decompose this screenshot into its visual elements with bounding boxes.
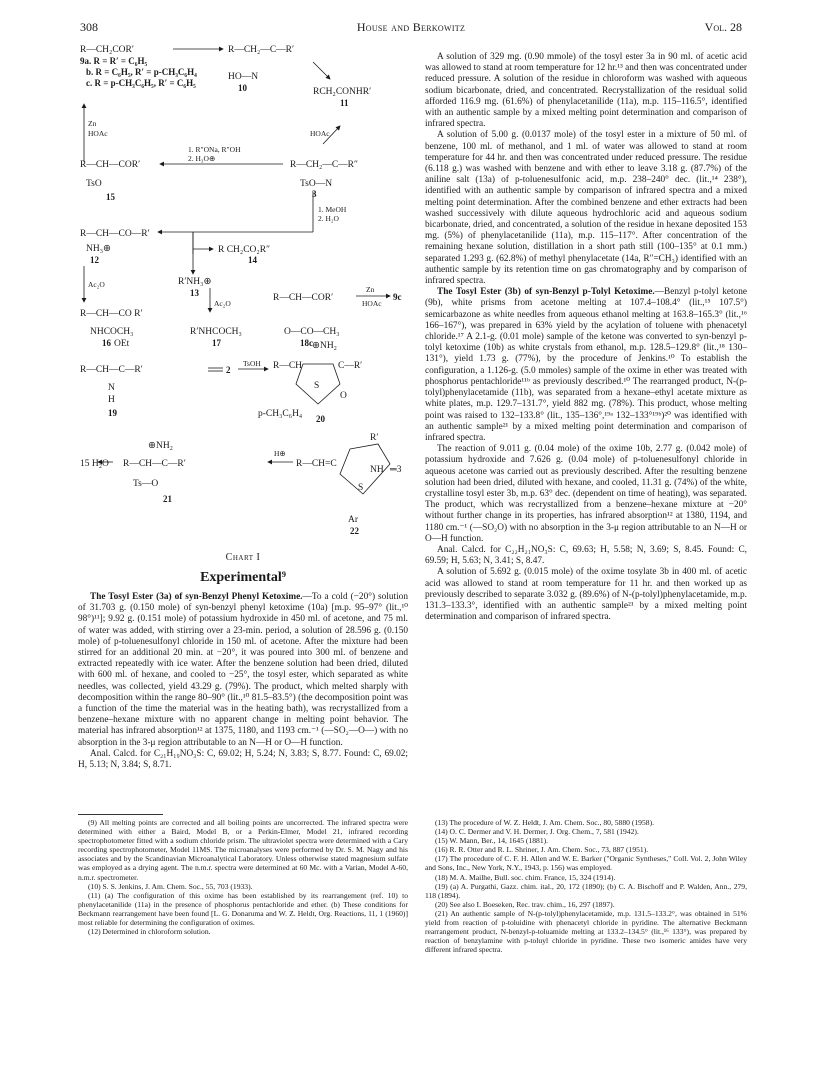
scheme-22-nh: NH: [370, 465, 384, 475]
scheme-18: R—CH—COR′: [273, 293, 334, 303]
scheme-19-n: N: [108, 383, 115, 393]
scheme-meoh1: 1. MeOH: [318, 205, 347, 214]
scheme-9c-out: 9c: [393, 292, 402, 302]
scheme-15: R—CH—COR′: [80, 160, 141, 170]
scheme-21-ts: Ts—O: [133, 479, 159, 489]
running-head: [80, 20, 742, 36]
paragraph-text: Anal. Calcd. for C₂₂H₂₁NO₃S: C, 69.63; H, 5.58; N, 3.69; S, 8.45. Found: C, 69.59; H, 5.63; N, 3.41; S, 8.47.: [425, 544, 747, 567]
paragraph: [425, 287, 747, 444]
scheme-12-nh3: NH₃⊕: [86, 244, 111, 254]
paragraph: [425, 444, 747, 545]
scheme-ac2o: Ac₂O: [88, 280, 105, 289]
scheme-16-num: 16: [102, 338, 111, 348]
scheme-14: R CH₂CO₂R″: [218, 245, 271, 255]
scheme-12: R—CH—CO—R′: [80, 229, 150, 239]
scheme-reagent2: 2. H₃O⊕: [188, 154, 216, 163]
footnote: (18) M. A. Mailhe, Bull. soc. chim. France, 15, 324 (1914).: [435, 872, 616, 882]
scheme-13-num: 13: [190, 288, 199, 298]
paragraph-text: A solution of 329 mg. (0.90 mmole) of the tosyl ester 3a in 90 ml. of acetic acid was allowed to stand at room temperature for 12 hr.¹³ and then was concentrated under reduced pressure. A solution of the residue in chloroform was washed with aqueous sodium bicarbonate, dried, and concentrated. Recrystallization of the residual solid afforded 116.9 mg. (61.6%) of phenylacetanilide (11a), m.p. 115–116.5°, identified with an authentic sample by a mixed melting point determination and comparison of infrared spectra.: [425, 52, 747, 130]
scheme-hplus: H⊕: [274, 449, 286, 458]
scheme-22-num: 22: [350, 526, 359, 536]
scheme-3-num: 3: [312, 189, 317, 199]
scheme-20-b: C—R′: [338, 361, 363, 371]
scheme-hoac2: HOAc: [310, 129, 330, 138]
footnote: (11) (a) The configuration of this oxime has been established by its rearrangement (ref. 10) to phenylacetanilide (11a) in the presence of phosphorus pentachloride and ether. (b) These conditions for Beckmann rearrangement have been found [L. G. Donaruma and W. Z. Heldt, Org. Reactions, 11, 1 (1960)] most reliable for determining the configuration of oximes.: [78, 890, 408, 928]
footnote: (20) See also I. Boeseken, Rec. trav. chim., 16, 297 (1897).: [435, 899, 615, 909]
scheme-zn: Zn: [88, 119, 97, 128]
footnote: (10) S. S. Jenkins, J. Am. Chem. Soc., 55, 703 (1933).: [88, 881, 253, 891]
footnotes-right: [425, 818, 747, 954]
scheme-22-ar: Ar: [348, 515, 359, 525]
paragraph: [425, 52, 747, 130]
scheme-17: R′NHCOCH₃: [190, 327, 242, 337]
volume-label: Vol. 28: [704, 20, 742, 34]
scheme-20-o: O: [340, 391, 347, 401]
run-in-heading: The Tosyl Ester (3b) of syn-Benzyl p-Tolyl Ketoxime.: [437, 287, 655, 298]
footnote-rule: [78, 814, 163, 815]
arrow-10-11: [313, 62, 330, 79]
reaction-scheme-svg: [78, 44, 408, 554]
paragraph: [425, 567, 747, 623]
scheme-15-tso: TsO: [86, 179, 102, 189]
scheme-11: RCH₂CONHR′: [313, 87, 372, 97]
scheme-2: 2: [226, 365, 231, 375]
scheme-9a: 9a. R = R′ = C₆H₅: [80, 56, 148, 66]
scheme-10-num: 10: [238, 83, 247, 93]
scheme-zn2: Zn: [366, 285, 375, 294]
scheme-3: R—CH₂—C—R″: [290, 160, 358, 170]
paragraph: [425, 130, 747, 287]
section-heading: Experimental⁹: [200, 570, 286, 585]
scheme-22-eq: ═3: [390, 465, 402, 475]
paragraph-text: —To a cold (−20°) solution of 31.703 g. (0.150 mole) of syn-benzyl phenyl ketoxime (10a) [m.p. 95–97° (lit.,¹⁰ 98°)¹¹]; 9.92 g. (0.151 mole) of potassium hydroxide in 450 ml. of acetone, and 75 ml. of water was added, with stirring over a 23-min. period, a solution of 28.596 g. (0.150 mole) of p-toluenesulfonyl chloride in 150 ml. of acetone. After the mixture had been stirred for an additional 20 min. at −20°, it was poured into 300 ml. of benzene and extracted repeatedly with ice water. After the benzene solution had been dried, diluted with 600 ml. of hexane, and cooled to −25°, the tosyl ester, which separated as white needles, was collected, yield 43.29 g. (79%). The product, which melted sharply with decomposition within the range 80–90° (lit.,¹⁰ 81.5–83.5°) (the decomposition point was a function of the time the material was in the heating bath), was recrystallized from a benzene–hexane mixture with no apparent change in melting point behavior. The material has infrared absorption¹² at 1375, 1180, and 1193 cm.⁻¹ (—SO₂—O—) with no absorption in the 3-μ region attributable to an N—H or O—H function.: [78, 592, 408, 748]
scheme-19-num: 19: [108, 408, 117, 418]
footnote: (15) W. Mann, Ber., 14, 1645 (1881).: [435, 836, 549, 846]
scheme-14-num: 14: [248, 255, 257, 265]
right-column: [425, 52, 747, 623]
footnote: (14) O. C. Dermer and V. H. Dermer, J. Org. Chem., 7, 581 (1942).: [435, 827, 639, 837]
scheme-9: R—CH₂COR′: [80, 45, 134, 55]
footnote: (16) R. R. Otter and R. L. Shriner, J. Am. Chem. Soc., 73, 887 (1951).: [435, 845, 649, 855]
scheme-19: R—CH—C—R′: [80, 365, 143, 375]
reaction-scheme: [78, 44, 408, 554]
scheme-22-r: R′: [370, 433, 379, 443]
scheme-10-oxime: HO—N: [228, 72, 259, 82]
footnote: (21) An authentic sample of N-(p-tolyl)phenylacetamide, m.p. 131.5–133.2°, was obtained in 51% yield from reaction of p-toluidine with phenacetyl chloride in pyridine. The alternative Beckmann rearrangement product, N-benzyl-p-toluamide melting at 133.2–134.5° (lit.,¹⁶ 133°), was prepared by reaction of benzylamine with p-toluyl chloride in pyridine. These two isomeric amides have very different infrared spectra.: [425, 908, 747, 955]
paragraph: [78, 592, 408, 749]
scheme-9c: c. R = p-CH₃C₆H₅, R′ = C₆H₅: [86, 78, 196, 88]
scheme-15-num: 15: [106, 192, 115, 202]
scheme-18-oac: O—CO—CH₃: [284, 327, 340, 337]
scheme-20-s: S: [314, 381, 320, 391]
scheme-16: R—CH—CO R′: [80, 309, 143, 319]
paragraph-text: The reaction of 9.011 g. (0.04 mole) of the oxime 10b, 2.77 g. (0.042 mole) of potassium hydroxide and 7.626 g. (0.04 mole) of p-toluenesulfonyl chloride in aqueous acetone was carried out as previously described. After the resulting benzene solution had been dried, diluted with hexane, and cooled, 11.31 g. (74%) of the white, crystalline tosyl ester 3b, m.p. 63° dec. (dependent on time of heating), was separated. The product, which was recrystallized from a benzene–hexane mixture at −20° without further change in its properties, has infrared absorption¹² at 1380, 1194, and 1180 cm.⁻¹ (—SO₂O) with no absorption in the 3-μ region attributable to an N—H or O—H function.: [425, 444, 747, 544]
page-number: 308: [80, 20, 98, 34]
scheme-9b: b. R = C₆H₅, R′ = p-CH₃C₆H₄: [86, 67, 197, 77]
scheme-20-ar: p-CH₃C₆H₄: [258, 409, 303, 419]
paragraph-text: A solution of 5.692 g. (0.015 mole) of the oxime tosylate 3b in 400 ml. of acetic acid was allowed to stand at room temperature for 11 hr. and then worked up as previously described to separate 3.032 g. (89.6%) of N-(p-tolyl)phenylacetamide, m.p. 131.3–133.3°, identified with an authentic sample²¹ by a mixed melting point determination and comparison of infrared spectra.: [425, 567, 747, 623]
footnote: (12) Determined in chloroform solution.: [88, 927, 211, 937]
scheme-21-h2o: 15 H₂O: [80, 459, 109, 469]
scheme-3-tso: TsO—N: [300, 179, 333, 189]
scheme-11-num: 11: [340, 98, 349, 108]
scheme-16-nhac: NHCOCH₃: [90, 327, 134, 337]
scheme-20-a: R—CH: [273, 361, 303, 371]
scheme-caption: Chart I: [225, 552, 261, 563]
paragraph-text: A solution of 5.00 g. (0.0137 mole) of the tosyl ester in a mixture of 50 ml. of benzene, 100 ml. of methanol, and 1 ml. of water was allowed to stand at room temperature for 44 hr. and then was concentrated under reduced pressure. The residue (6.118 g.) was washed with benzene and with ether to leave 3.18 g. (87.7%) of the aniline salt (13a) of p-toluenesulfonic acid, m.p. 238–240° dec. (lit.,¹⁴ 238°), identified with an authentic sample by comparison of infrared spectra and a mixed melting point determination. After the combined benzene and ether extracts had been washed successively with dilute aqueous hydrochloric acid and aqueous sodium bicarbonate, dried, and concentrated, a solution of the residue in hexane deposited 153 mg. (5%) of phenylacetanilide (11a), m.p. 115–117°. After concentration of the remaining hexane solution, distillation in a short path still (100–135° at 0.1 mm.) separated 1.293 g. (62.8%) of methyl phenylacetate (14a, R″=CH₃) identified with an authentic sample by its retention time on gas chromatography and by comparison of infrared spectra.: [425, 130, 747, 287]
scheme-tsoh: TsOH: [243, 359, 261, 368]
scheme-17-num: 17: [212, 338, 221, 348]
run-in-heading: The Tosyl Ester (3a) of syn-Benzyl Phenyl Ketoxime.: [90, 592, 303, 602]
footnote: (19) (a) A. Purgathi, Gazz. chim. ital., 20, 172 (1890); (b) C. A. Bischoff and P. Walden, Ann., 279, 118 (1894).: [425, 881, 747, 900]
scheme-20-nh2: ⊕NH₂: [312, 341, 337, 351]
scheme-13: R′NH₃⊕: [178, 277, 212, 287]
left-column: [78, 592, 408, 771]
scheme-10: R—CH₂—C—R′: [228, 45, 295, 55]
footnote: (9) All melting points are corrected and all boiling points are uncorrected. The infrared spectra were determined with either a Baird, Model B, or a Perkin-Elmer, Model 21, infrared recording spectrophotometer fitted with a sodium chloride prism. The ultraviolet spectra were determined with a Cary recording spectrophotometer, Model 11MS. The microanalyses were performed by Dr. S. M. Nagy and his associates and by the Scandinavian Microanalytical Laboratory. Unless otherwise stated magnesium sulfate was employed as a drying agent. The n.m.r. spectra were determined at 60 Mc. with a Varian, Model A-60, n.m.r. spectrometer.: [78, 818, 408, 882]
scheme-19-h: H: [108, 395, 115, 405]
scheme-18-num: 18c: [300, 338, 313, 348]
paragraph-text: —Benzyl p-tolyl ketone (9b), white prisms from acetone melting at 107.4–108.4° (lit.,¹⁵ 107.5°) semicarbazone as white needles from aqueous ethanol melting at 163.8–165.3° (lit.,¹⁶ 166–167°), was prepared in 63% yield by the acylation of toluene with phenacetyl chloride.¹⁷ A 2.1-g. (0.01 mole) sample of the ketone was converted to syn-benzyl p-tolyl ketoxime (10b) as white crystals from ethanol, m.p. 128.5–129.8° (lit.,¹⁸ 130–131°), yield 1.73 g. (77%), by the procedure of Jenkins.¹⁰ To establish the configuration, a 1.126-g. (5.0 mmoles) sample of the oxime in ether was treated with phosphorus pentachloride¹¹ᵇ as previously described.¹⁰ The rearranged product, N-(p-tolyl)phenylacetamide (11b), was separated from a hexane–ethyl acetate mixture as white plates, m.p. 129.7–131.7°, yield 882 mg. (78%). This product, whose melting point was raised to 132–133.8° (lit., 135–136°,¹⁹ᵃ 132–133°¹⁹ᵇ)²⁰ was identified with an authentic sample²¹ by a mixed melting point determination and comparison of infrared spectra.: [425, 287, 747, 443]
scheme-20-num: 20: [316, 414, 325, 424]
footnote: (17) The procedure of C. F. H. Allen and W. E. Barker ("Organic Syntheses," Coll. Vol. 2, John Wiley and Sons, Inc., New York, N.Y., 1943, p. 156) was employed.: [425, 854, 747, 873]
scheme-21-num: 21: [163, 494, 172, 504]
paragraph: [78, 749, 408, 771]
scheme-22-s: S: [358, 483, 364, 493]
running-title: House and Berkowitz: [356, 20, 466, 34]
scheme-oet: OEt: [114, 339, 130, 349]
footnotes-left: [78, 818, 408, 936]
paragraph: [425, 545, 747, 567]
scheme-22: R—CH=C: [296, 459, 337, 469]
scheme-21: R—CH—C—R′: [123, 459, 186, 469]
scheme-ac2o2: Ac₂O: [214, 299, 231, 308]
footnote: (13) The procedure of W. Z. Heldt, J. Am. Chem. Soc., 80, 5880 (1958).: [435, 818, 654, 827]
scheme-hoac: HOAc: [88, 129, 108, 138]
paragraph-text: Anal. Calcd. for C₂₁H₁₉NO₃S: C, 69.02; H, 5.24; N, 3.83; S, 8.77. Found: C, 69.02; H, 5.13; N, 3.84; S, 8.71.: [78, 748, 408, 771]
scheme-hoac3: HOAc: [362, 299, 382, 308]
scheme-meoh2: 2. H₂O: [318, 214, 339, 223]
scheme-12-num: 12: [90, 255, 99, 265]
scheme-reagent1: 1. R″ONa, R″OH: [188, 145, 241, 154]
scheme-21-nh2: ⊕NH₂: [148, 441, 173, 451]
